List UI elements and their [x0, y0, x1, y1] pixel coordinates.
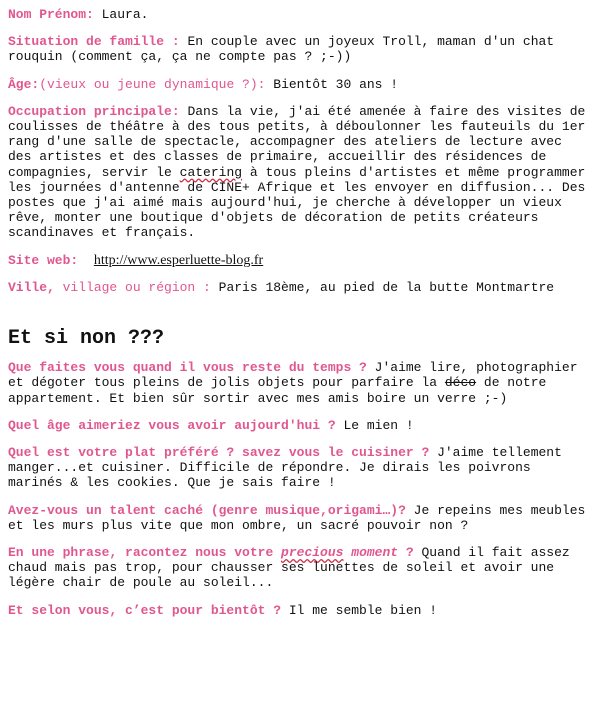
question-ideal-age: [8, 418, 593, 433]
question-soon-answer: Il me semble bien !: [281, 602, 438, 618]
age-sublabel: (vieux ou jeune dynamique ?):: [39, 76, 266, 92]
question-favorite-dish-answer: J'aime tellement manger...et cuisiner. Difficile de répondre. Je dirais les poivrons marinés & les cookies. Que je sais faire !: [8, 445, 562, 491]
name-label: Nom Prénom:: [8, 7, 94, 22]
site-label: Site web:: [8, 252, 79, 268]
question-free-time: [8, 360, 593, 406]
question-soon: [8, 603, 593, 618]
deco-word: déco: [444, 375, 477, 391]
document-page: [8, 7, 593, 630]
city-paragraph: [8, 280, 593, 295]
catering-word: catering: [179, 164, 243, 180]
question-precious-moment-label-a: En une phrase, racontez nous votre: [8, 545, 282, 561]
question-favorite-dish-label: Quel est votre plat préféré ? savez vous le cuisiner ?: [8, 445, 430, 461]
question-soon-label: Et selon vous, c’est pour bientôt ?: [8, 602, 282, 618]
precious-word: precious: [281, 545, 344, 561]
question-free-time-label: Que faites vous quand il vous reste du temps ?: [8, 360, 367, 376]
question-hidden-talent-answer: Je repeins mes meubles et les murs plus vite que mon ombre, un sacré pouvoir non ?: [8, 502, 586, 533]
question-ideal-age-label: Quel âge aimeriez vous avoir aujourd'hui ?: [8, 417, 336, 433]
age-value: Bientôt 30 ans !: [265, 76, 399, 92]
city-value: Paris 18ème, au pied de la butte Montmartre: [210, 279, 555, 295]
moment-word: moment: [343, 545, 399, 561]
question-free-time-text-2: de notre appartement. Et bien sûr sortir avec mes amis boire un verre ;-): [8, 375, 547, 406]
city-label: Ville,: [8, 279, 55, 295]
occupation-text-2: à tous pleins d'artistes et même programmer les journées d'antenne de CINE+ Afrique et les envoyer en diffusion... Des postes que j'ai aimé mais aujourd'hui, je cherche à développer un vieux rêve, monter une boutique d'objets de décoration de petits créateurs scandinaves et français.: [8, 164, 586, 241]
family-paragraph: [8, 34, 593, 64]
occupation-label: Occupation principale:: [8, 103, 180, 119]
question-precious-moment-label-b: ?: [398, 545, 414, 561]
question-precious-moment: [8, 545, 593, 591]
section-title: Et si non ???: [8, 327, 165, 351]
question-favorite-dish: [8, 445, 593, 491]
age-label: Âge:: [8, 76, 40, 92]
family-value: En couple avec un joyeux Troll, maman d'un chat rouquin (comment ça, ça ne compte pas ? ;-)): [8, 34, 555, 65]
question-hidden-talent-label: Avez-vous un talent caché (genre musique,origami…)?: [8, 502, 406, 518]
question-hidden-talent: [8, 503, 593, 533]
age-paragraph: [8, 77, 593, 92]
occupation-text-1: Dans la vie, j'ai été amenée à faire des visites de coulisses de théâtre à des tous petits, à déboulonner les fauteuils du 1er rang d'une salle de spectacle, accompagner des ateliers de lecture avec des artistes et des classes de primaire, accueillir des résidences de compagnies, servir le: [8, 103, 586, 180]
question-free-time-text-1: J'aime lire, photographier et dégoter tous pleins de jolis objets pour parfaire la: [8, 360, 578, 391]
site-paragraph: [8, 253, 593, 268]
occupation-paragraph: [8, 104, 593, 241]
site-link[interactable]: http://www.esperluette-blog.fr: [93, 252, 264, 268]
question-precious-moment-answer: Quand il fait assez chaud mais pas trop, pour chausser ses lunettes de soleil et avoir une légère chair de poule au soleil...: [8, 545, 570, 591]
name-value: Laura.: [93, 7, 149, 22]
city-sublabel: village ou région :: [54, 279, 211, 295]
family-label: Situation de famille :: [8, 34, 180, 50]
question-ideal-age-answer: Le mien !: [335, 417, 414, 433]
name-paragraph: [8, 7, 593, 22]
